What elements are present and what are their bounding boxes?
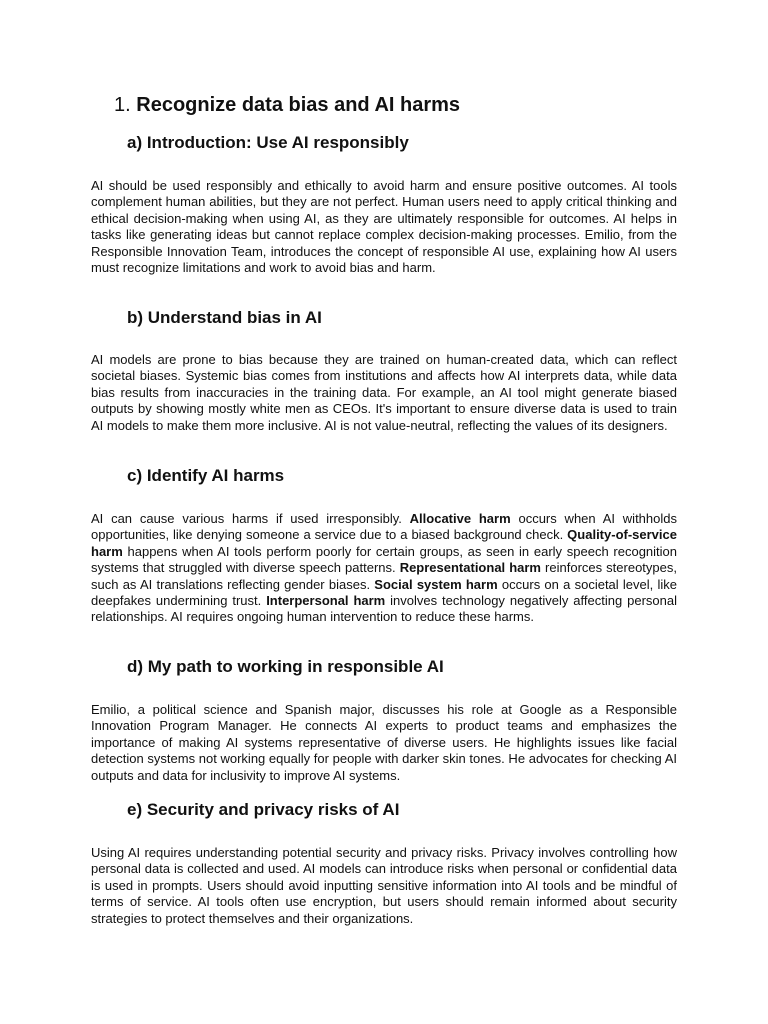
section-paragraph-career-path: Emilio, a political science and Spanish major, discusses his role at Google as a Responsible Innovation Program Manager. He connects AI experts to product teams and emphasizes the importance of making AI systems representative of diverse users. He highlights issues like facial detection systems not working equally for people with darker skin tones. He advocates for checking AI outputs and data for inclusivity to improve AI systems. (91, 702, 677, 783)
harms-text-allocative: occurs when AI withholds opportunities, like denying someone a service due to a biased background check. (91, 511, 677, 543)
section-paragraph-introduction: AI should be used responsibly and ethically to avoid harm and ensure positive outcomes. AI tools complement human abilities, but they are not perfect. Human users need to apply critical thinking and ethical decision-making when using AI, as they are ultimately responsible for outcomes. AI helps in tasks like generating ideas but cannot replace complex decision-making processes. Emilio, from the Responsible Innovation Team, introduces the concept of responsible AI use, explaining how AI users must recognize limitations and work to avoid bias and harm. (91, 178, 677, 276)
section-heading-harms: c) Identify AI harms (127, 466, 285, 485)
term-representational-harm: Representational harm (399, 560, 541, 576)
term-allocative-harm: Allocative harm (409, 511, 511, 526)
harms-text-interpersonal: involves technology negatively affecting personal relationships. AI requires ongoing human intervention to reduce these harms. (91, 593, 677, 625)
harms-text-intro: AI can cause various harms if used irresponsibly. (91, 511, 410, 526)
term-social-system-harm: Social system harm (374, 576, 498, 592)
section-heading-bias: b) Understand bias in AI (127, 308, 322, 327)
page-title (114, 92, 460, 118)
section-paragraph-security-privacy: Using AI requires understanding potential security and privacy risks. Privacy involves controlling how personal data is collected and used. AI models can introduce risks when personal or confidential data is used in prompts. Users should avoid inputting sensitive information into AI tools and be mindful of terms of service. AI tools often use encryption, but users should remain informed about security strategies to protect themselves and their organizations. (91, 845, 677, 926)
heading-title: Recognize data bias and AI harms (136, 94, 461, 116)
harms-text-social: occurs on a societal level, like deepfakes undermining trust. (91, 576, 677, 609)
term-interpersonal-harm: Interpersonal harm (266, 593, 386, 609)
section-paragraph-bias: AI models are prone to bias because they are trained on human-created data, which can reflect societal biases. Systemic bias comes from institutions and affects how AI interprets data, while data bias results from inaccuracies in the training data. For example, an AI tool might generate biased outputs by showing mostly white men as CEOs. It's important to ensure diverse data is used to train AI models to make them more inclusive. AI is not value-neutral, reflecting the values of its designers. (91, 352, 677, 433)
term-quality-of-service-harm: Quality-of-service harm (91, 527, 677, 559)
section-heading-career-path: d) My path to working in responsible AI (127, 657, 444, 676)
section-heading-security-privacy: e) Security and privacy risks of AI (127, 800, 400, 819)
section-heading-introduction: a) Introduction: Use AI responsibly (127, 133, 409, 152)
harms-text-quality: happens when AI tools perform poorly for certain groups, as seen in early speech recognition systems that struggled with diverse speech patterns. (91, 543, 677, 576)
harms-text-representational: reinforces stereotypes, such as AI translations reflecting gender biases. (91, 560, 677, 592)
heading-number: 1. (114, 94, 131, 116)
section-paragraph-harms (91, 511, 677, 626)
